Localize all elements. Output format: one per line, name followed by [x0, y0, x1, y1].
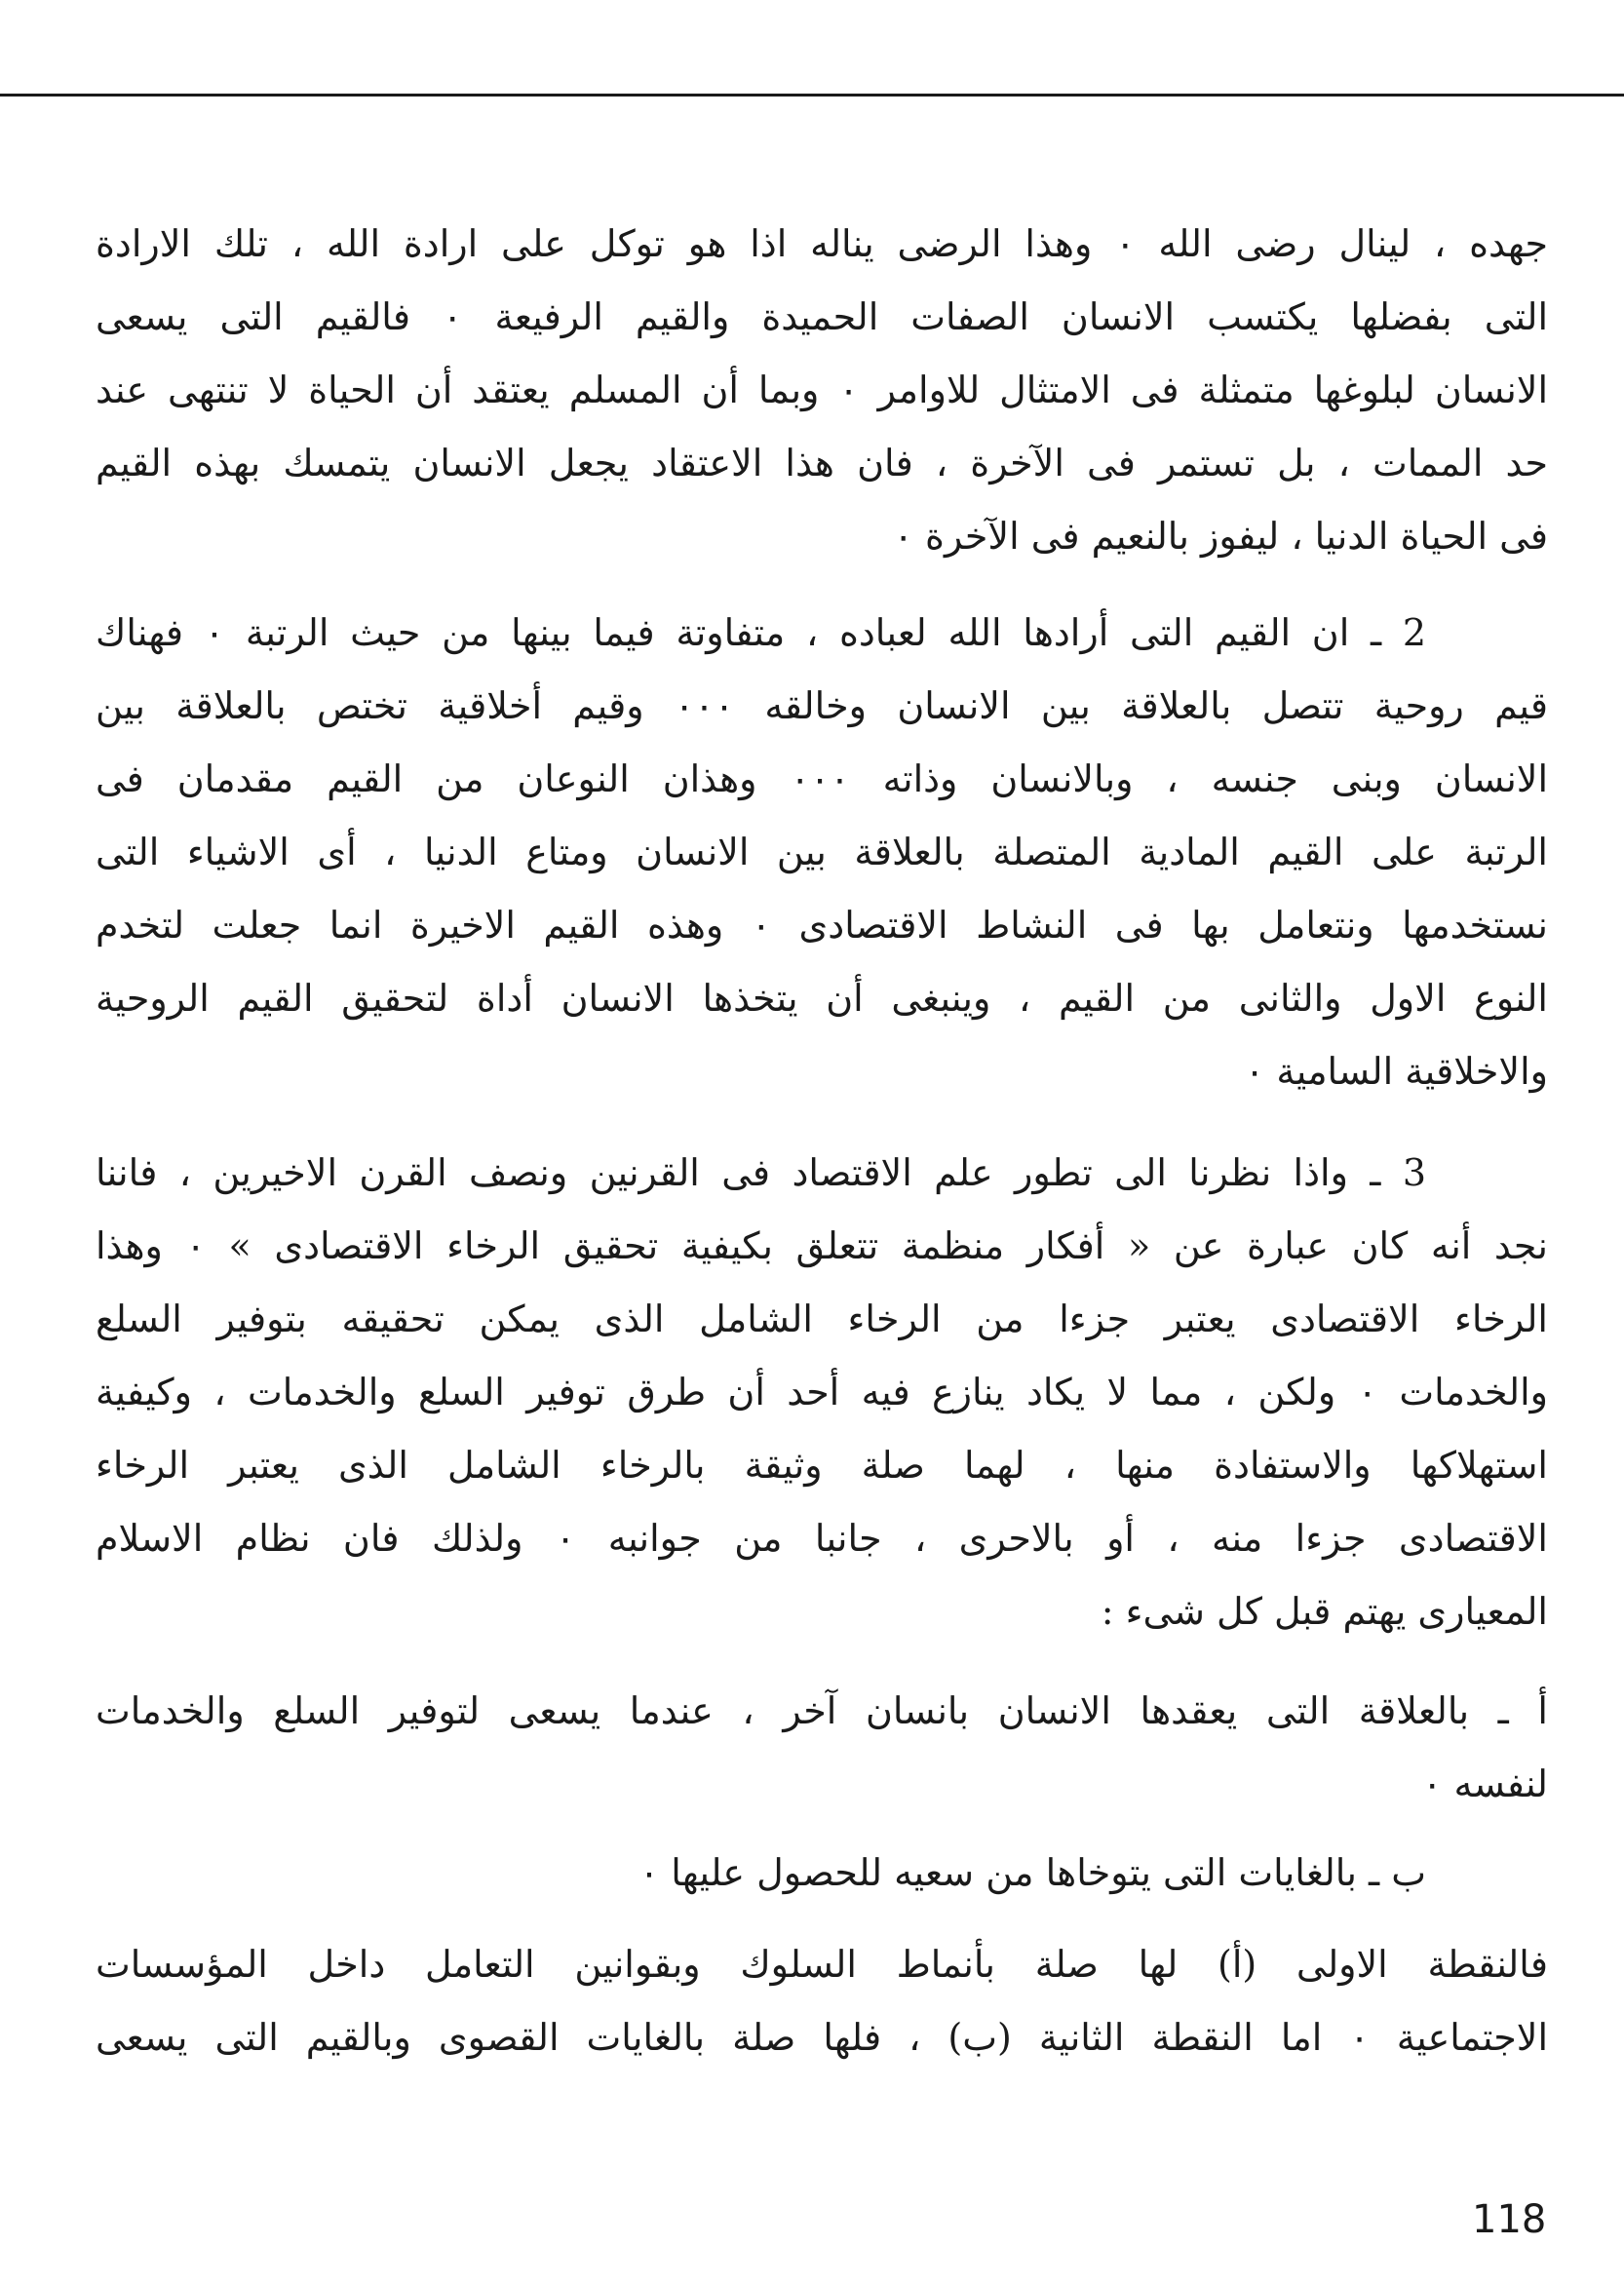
- text-line: لنفسه ٠: [1421, 1762, 1548, 1805]
- text-line: الاجتماعية ٠ اما النقطة الثانية (ب) ، فلها صلة بالغايات القصوى وبالقيم التى يسعى: [96, 2016, 1548, 2059]
- paragraph-1: [96, 208, 1548, 573]
- text-line: الانسان لبلوغها متمثلة فى الامتثال للاوامر ٠ وبما أن المسلم يعتقد أن الحياة لا تنتهى عند: [96, 368, 1548, 411]
- text-line: حد الممات ، بل تستمر فى الآخرة ، فان هذا الاعتقاد يجعل الانسان يتمسك بهذه القيم: [96, 442, 1548, 484]
- text-line: والاخلاقية السامية ٠: [1244, 1050, 1548, 1093]
- text-line: نستخدمها ونتعامل بها فى النشاط الاقتصادى ٠ وهذه القيم الاخيرة انما جعلت لتخدم: [96, 904, 1548, 947]
- text-line: الرخاء الاقتصادى يعتبر جزءا من الرخاء الشامل الذى يمكن تحقيقه بتوفير السلع: [96, 1297, 1548, 1340]
- text-line: المعيارى يهتم قبل كل شىء :: [1101, 1590, 1548, 1633]
- text-line: 2 ـ ان القيم التى أرادها الله لعباده ، متفاوتة فيما بينها من حيث الرتبة ٠ فهناك: [96, 611, 1427, 654]
- text-line: الرتبة على القيم المادية المتصلة بالعلاقة بين الانسان ومتاع الدنيا ، أى الاشياء التى: [96, 831, 1548, 873]
- text-line: جهده ، لينال رضى الله ٠ وهذا الرضى يناله اذا هو توكل على ارادة الله ، تلك الارادة: [96, 222, 1548, 265]
- text-line: الانسان وبنى جنسه ، وبالانسان وذاته ٠٠٠ وهذان النوعان من القيم مقدمان فى: [96, 757, 1548, 800]
- header-rule: [0, 94, 1624, 97]
- text-line: قيم روحية تتصل بالعلاقة بين الانسان وخالقه ٠٠٠ وقيم أخلاقية تختص بالعلاقة بين: [96, 684, 1548, 727]
- text-line: نجد أنه كان عبارة عن « أفكار منظمة تتعلق بكيفية تحقيق الرخاء الاقتصادى » ٠ وهذا: [96, 1224, 1548, 1267]
- text-line: فى الحياة الدنيا ، ليفوز بالنعيم فى الآخرة ٠: [893, 515, 1548, 558]
- text-line: أ ـ بالعلاقة التى يعقدها الانسان بانسان آخر ، عندما يسعى لتوفير السلع والخدمات: [96, 1689, 1548, 1732]
- page-number: 118: [1472, 2197, 1547, 2242]
- text-line: فالنقطة الاولى (أ) لها صلة بأنماط السلوك وبقوانين التعامل داخل المؤسسات: [96, 1943, 1548, 1986]
- text-line: 3 ـ واذا نظرنا الى تطور علم الاقتصاد فى القرنين ونصف القرن الاخيرين ، فاننا: [96, 1151, 1426, 1194]
- paragraph-2: [96, 597, 1548, 1108]
- list-item-a: [96, 1675, 1548, 1821]
- text-line: والخدمات ٠ ولكن ، مما لا يكاد ينازع فيه أحد أن طرق توفير السلع والخدمات ، وكيفية: [96, 1371, 1548, 1413]
- text-line: النوع الاول والثانى من القيم ، وينبغى أن يتخذها الانسان أداة لتحقيق القيم الروحية: [96, 977, 1548, 1020]
- text-line: استهلاكها والاستفادة منها ، لهما صلة وثيقة بالرخاء الشامل الذى يعتبر الرخاء: [96, 1444, 1548, 1487]
- text-line: ب ـ بالغايات التى يتوخاها من سعيه للحصول عليها ٠: [638, 1851, 1426, 1894]
- paragraph-4: [96, 1928, 1548, 2074]
- paragraph-3: [96, 1137, 1548, 1648]
- text-line: التى بفضلها يكتسب الانسان الصفات الحميدة والقيم الرفيعة ٠ فالقيم التى يسعى: [96, 295, 1548, 338]
- list-item-b: [96, 1837, 1548, 1910]
- text-line: الاقتصادى جزءا منه ، أو بالاحرى ، جانبا من جوانبه ٠ ولذلك فان نظام الاسلام: [96, 1517, 1548, 1560]
